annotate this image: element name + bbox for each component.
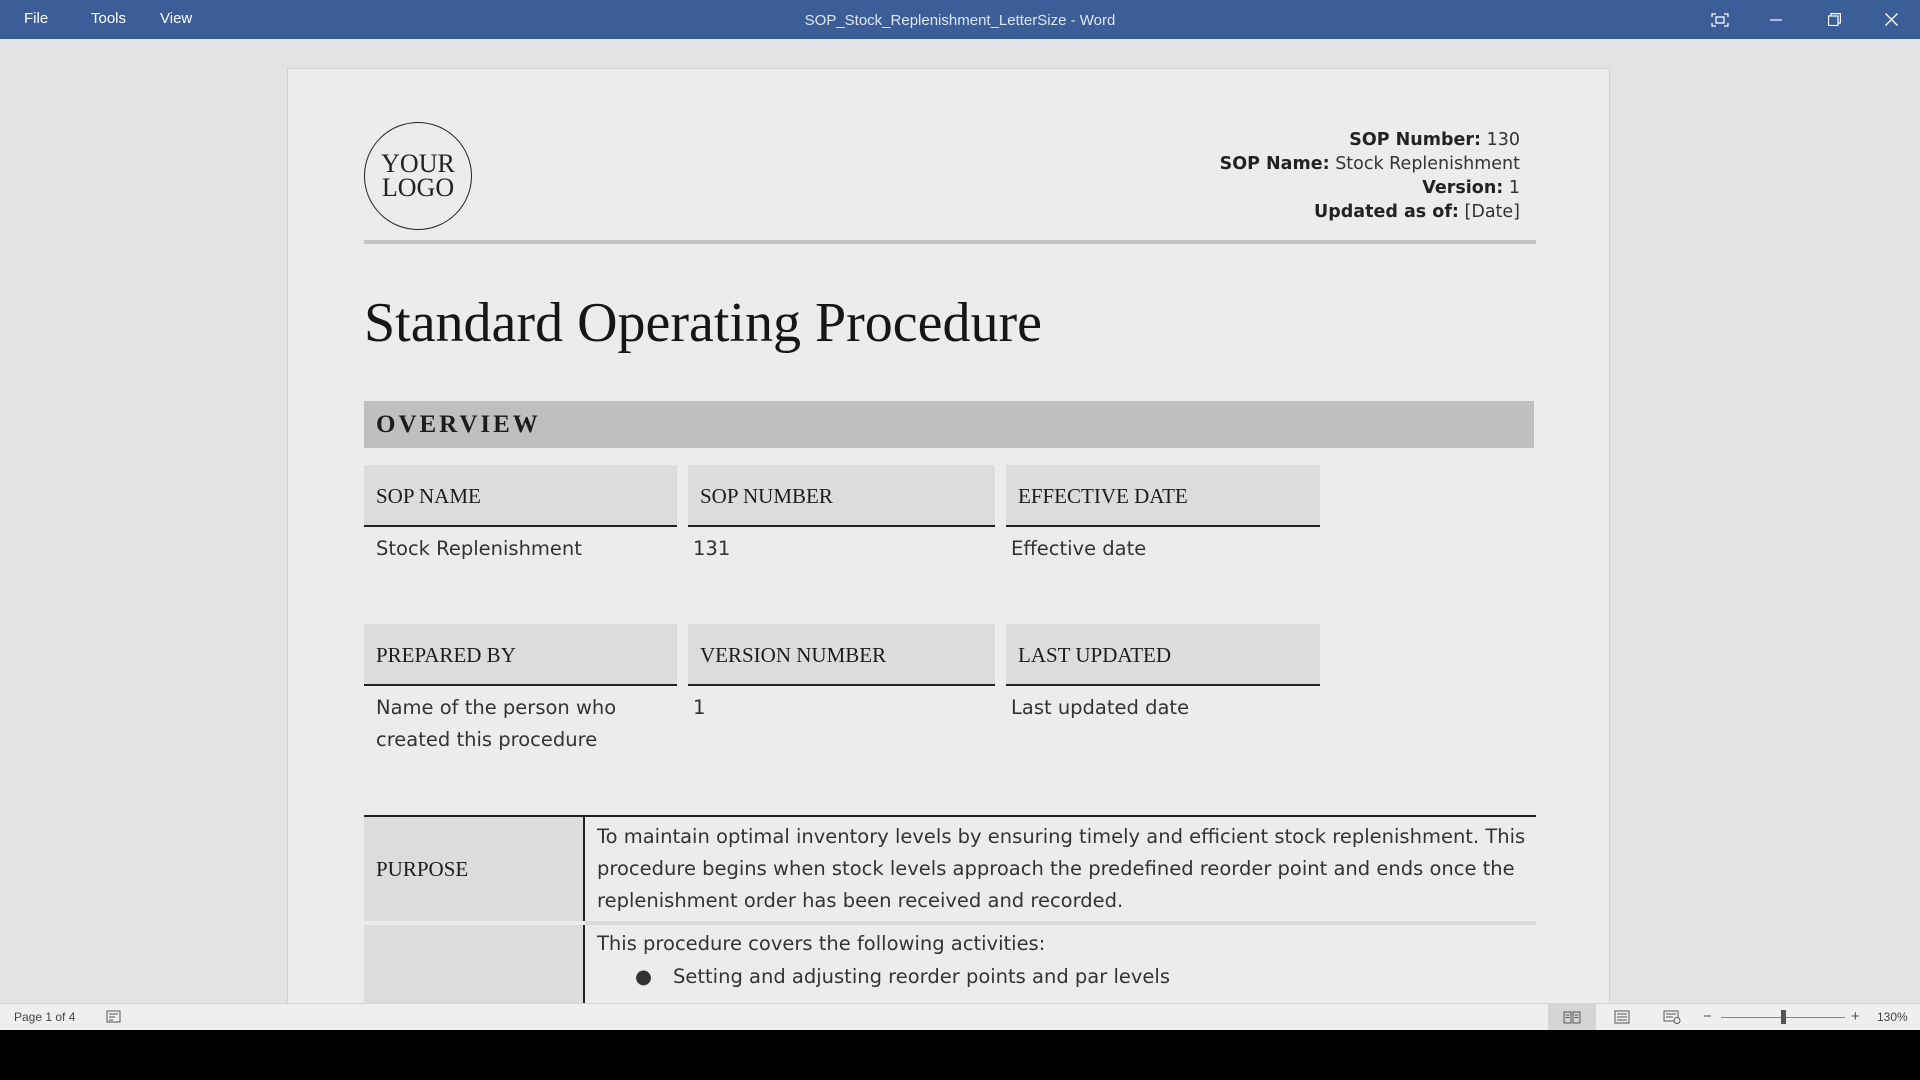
purpose-column-divider bbox=[583, 817, 585, 921]
header-version-number: VERSION NUMBER bbox=[688, 624, 995, 686]
restore-icon bbox=[1828, 13, 1841, 26]
close-button[interactable] bbox=[1863, 0, 1919, 39]
logo-placeholder bbox=[364, 122, 472, 230]
focus-mode-icon bbox=[1711, 13, 1729, 27]
print-layout-button[interactable] bbox=[1598, 1004, 1646, 1030]
value-effective-date: Effective date bbox=[1011, 537, 1147, 560]
meta-sop-name-value: Stock Replenishment bbox=[1335, 154, 1520, 174]
web-layout-button[interactable] bbox=[1648, 1004, 1696, 1030]
minimize-icon bbox=[1770, 14, 1782, 26]
read-mode-icon bbox=[1563, 1011, 1581, 1024]
header-last-updated: LAST UPDATED bbox=[1006, 624, 1320, 686]
document-page[interactable] bbox=[287, 68, 1610, 1003]
meta-updated-label: Updated as of: bbox=[1314, 202, 1459, 222]
proofing-icon[interactable] bbox=[106, 1010, 122, 1024]
meta-updated-value: [Date] bbox=[1464, 202, 1520, 222]
zoom-level[interactable]: 130% bbox=[1877, 1010, 1908, 1024]
menu-tools[interactable]: Tools bbox=[91, 10, 127, 27]
bullet-icon: ● bbox=[635, 965, 653, 988]
value-sop-number: 131 bbox=[693, 537, 731, 560]
scope-column-divider bbox=[583, 925, 585, 1003]
overview-section-header: OVERVIEW bbox=[364, 401, 1534, 448]
header-prepared-by: PREPARED BY bbox=[364, 624, 677, 686]
header-effective-date: EFFECTIVE DATE bbox=[1006, 465, 1320, 527]
value-version-number: 1 bbox=[693, 696, 706, 719]
focus-mode-button[interactable] bbox=[1692, 0, 1748, 39]
header-divider bbox=[364, 240, 1536, 244]
value-last-updated: Last updated date bbox=[1011, 696, 1190, 719]
header-sop-number: SOP NUMBER bbox=[688, 465, 995, 527]
meta-version-value: 1 bbox=[1508, 178, 1520, 198]
read-mode-button[interactable] bbox=[1548, 1004, 1596, 1030]
meta-sop-number-label: SOP Number: bbox=[1349, 130, 1482, 150]
menu-view[interactable]: View bbox=[160, 10, 193, 27]
meta-version-label: Version: bbox=[1422, 178, 1504, 198]
minimize-button[interactable] bbox=[1748, 0, 1804, 39]
scope-bullet-item bbox=[635, 961, 1170, 993]
meta-sop-number-value: 130 bbox=[1486, 130, 1520, 150]
scope-label-cell bbox=[364, 925, 583, 1003]
document-heading: Standard Operating Procedure bbox=[364, 292, 1042, 354]
print-layout-icon bbox=[1614, 1010, 1630, 1024]
page-count[interactable]: Page 1 of 4 bbox=[14, 1010, 76, 1024]
document-workspace[interactable] bbox=[0, 39, 1920, 1003]
zoom-out-button[interactable]: − bbox=[1703, 1008, 1712, 1025]
logo-text-line-2: LOGO bbox=[381, 173, 455, 202]
taskbar-area bbox=[0, 1030, 1920, 1080]
purpose-row-separator bbox=[585, 921, 1536, 925]
meta-updated bbox=[1220, 200, 1520, 224]
zoom-slider-thumb[interactable] bbox=[1781, 1010, 1786, 1024]
meta-sop-number bbox=[1220, 128, 1520, 152]
value-sop-name: Stock Replenishment bbox=[376, 537, 582, 560]
header-sop-name: SOP NAME bbox=[364, 465, 677, 527]
purpose-text: To maintain optimal inventory levels by ensuring timely and efficient stock replenishment. This procedure begins when stock levels approach the predefined reorder point and ends once the replenishment order has been received and recorded. bbox=[597, 825, 1526, 912]
scope-bullet-text: Setting and adjusting reorder points and par levels bbox=[673, 965, 1170, 988]
logo-text-line-1: YOUR bbox=[381, 149, 455, 178]
window-title: SOP_Stock_Replenishment_LetterSize - Word bbox=[804, 12, 1116, 29]
restore-button[interactable] bbox=[1806, 0, 1862, 39]
scope-intro-text: This procedure covers the following activities: bbox=[597, 932, 1046, 955]
menu-file[interactable]: File bbox=[24, 10, 49, 27]
close-icon bbox=[1885, 13, 1898, 26]
value-prepared-by: Name of the person who created this procedure bbox=[376, 696, 617, 751]
status-bar bbox=[0, 1003, 1920, 1030]
meta-sop-name-label: SOP Name: bbox=[1219, 154, 1330, 174]
purpose-label: PURPOSE bbox=[364, 817, 583, 921]
title-bar bbox=[0, 0, 1920, 39]
meta-version bbox=[1220, 176, 1520, 200]
meta-sop-name bbox=[1220, 152, 1520, 176]
zoom-in-button[interactable]: + bbox=[1851, 1008, 1860, 1025]
web-layout-icon bbox=[1663, 1010, 1681, 1024]
sop-meta-block bbox=[1220, 128, 1520, 224]
